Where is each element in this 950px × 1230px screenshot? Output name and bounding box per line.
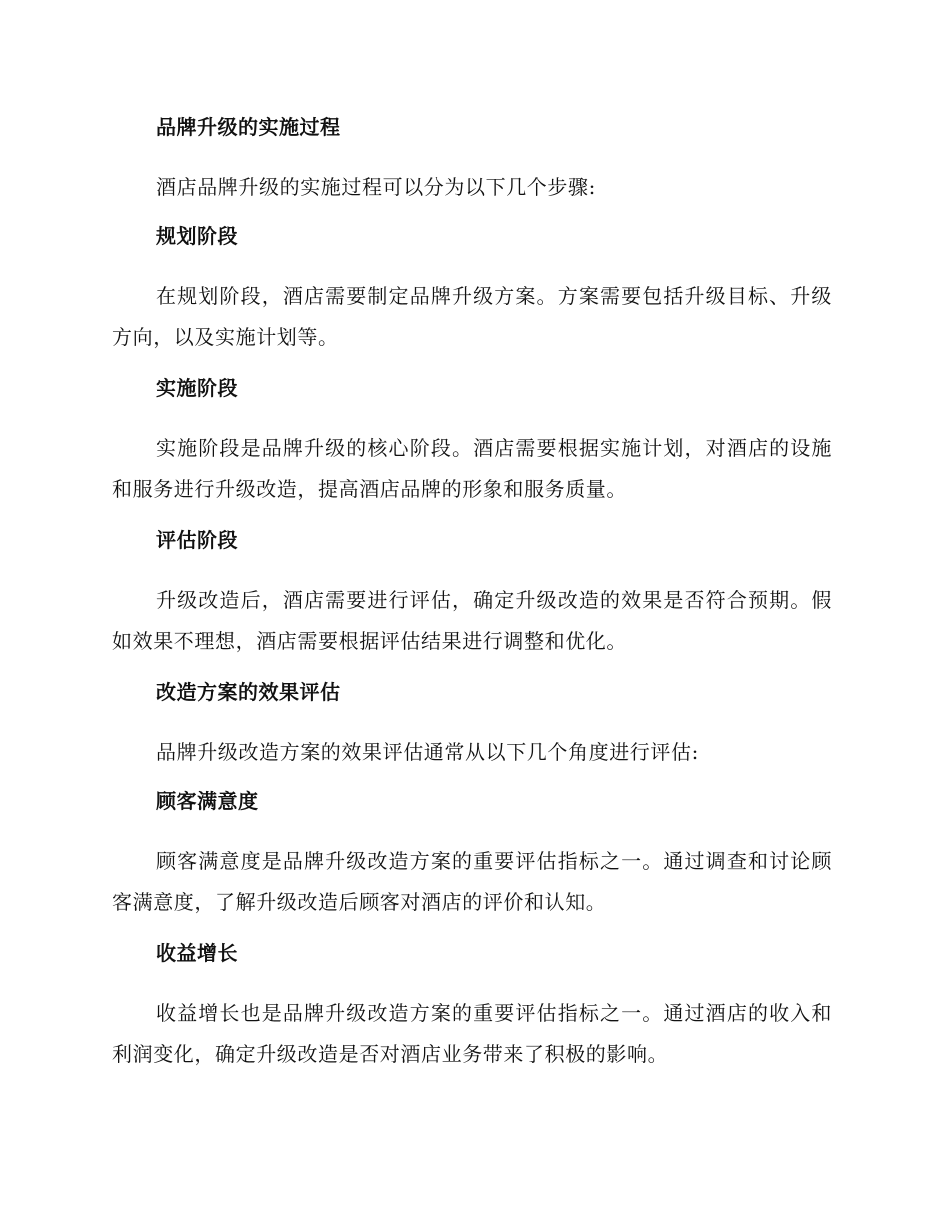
paragraph: 收益增长也是品牌升级改造方案的重要评估指标之一。通过酒店的收入和利润变化，确定升级改造是否对酒店业务带来了积极的影响。 xyxy=(112,1001,832,1066)
section-heading: 改造方案的效果评估 xyxy=(156,680,341,704)
section-heading: 顾客满意度 xyxy=(156,789,259,813)
document-page xyxy=(112,112,832,1090)
paragraph: 升级改造后，酒店需要进行评估，确定升级改造的效果是否符合预期。假如效果不理想，酒店需要根据评估结果进行调整和优化。 xyxy=(112,588,832,653)
section-heading: 评估阶段 xyxy=(156,528,238,552)
paragraph: 酒店品牌升级的实施过程可以分为以下几个步骤: xyxy=(156,175,596,199)
paragraph: 实施阶段是品牌升级的核心阶段。酒店需要根据实施计划，对酒店的设施和服务进行升级改造，提高酒店品牌的形象和服务质量。 xyxy=(112,436,832,501)
paragraph: 顾客满意度是品牌升级改造方案的重要评估指标之一。通过调查和讨论顾客满意度，了解升级改造后顾客对酒店的评价和认知。 xyxy=(112,849,832,914)
section-heading: 收益增长 xyxy=(156,941,238,965)
section-heading: 品牌升级的实施过程 xyxy=(156,115,341,139)
section-heading: 规划阶段 xyxy=(156,224,238,248)
paragraph: 品牌升级改造方案的效果评估通常从以下几个角度进行评估: xyxy=(156,740,699,764)
section-heading: 实施阶段 xyxy=(156,376,238,400)
paragraph: 在规划阶段，酒店需要制定品牌升级方案。方案需要包括升级目标、升级方向，以及实施计划等。 xyxy=(112,284,832,349)
